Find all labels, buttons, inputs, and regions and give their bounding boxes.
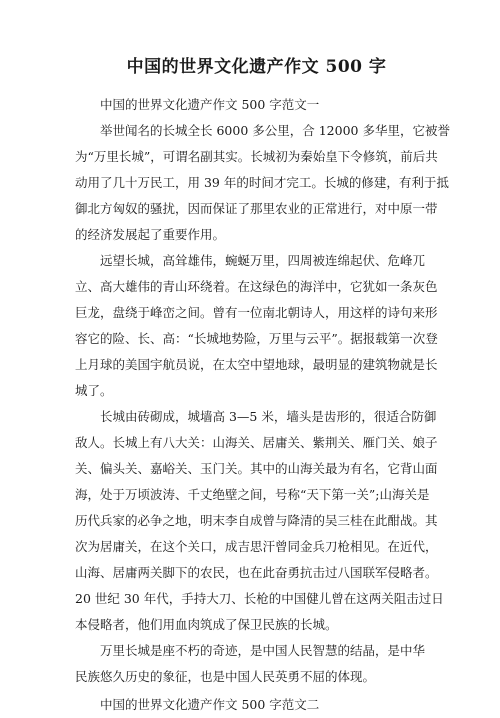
document-title: 中国的世界文化遗产作文 500 字 <box>126 57 387 77</box>
paragraph-line: 万里长城是座不朽的奇迹，是中国人民智慧的结晶，是中华 <box>100 643 426 658</box>
paragraph-line: 为“万里长城”，可谓名副其实。长城初为秦始皇下令修筑，前后共 <box>75 149 438 164</box>
paragraph-line: 历代兵家的必争之地，明末李自成曾与降清的吴三桂在此酣战。其 <box>75 513 438 528</box>
paragraph-line: 的经济发展起了重要作用。 <box>75 227 226 242</box>
paragraph-line: 容它的险、长、高：“长城地势险，万里与云平”。据报载第一次登 <box>75 331 438 346</box>
paragraph-line: 举世闻名的长城全长 6000 多公里，合 12000 多华里，它被誉 <box>100 123 450 138</box>
paragraph-line: 御北方匈奴的骚扰，因而保证了那里农业的正常进行，对中原一带 <box>75 201 438 216</box>
paragraph-line: 长城由砖砌成，城墙高 3—5 米，墙头是齿形的，很适合防御 <box>100 409 437 424</box>
paragraph-line: 本侵略者，他们用血肉筑成了保卫民族的长城。 <box>75 617 338 632</box>
paragraph-line: 立、高大雄伟的青山环绕着。在这绿色的海洋中，它犹如一条灰色 <box>75 279 438 294</box>
paragraph-line: 山海、居庸两关脚下的农民，也在此奋勇抗击过八国联军侵略者。 <box>75 565 438 580</box>
paragraph-line: 上月球的美国宇航员说，在太空中望地球，最明显的建筑物就是长 <box>75 357 438 372</box>
paragraph-line: 敌人。长城上有八大关：山海关、居庸关、紫荆关、雁门关、娘子 <box>75 435 438 450</box>
paragraph-line: 民族悠久历史的象征，也是中国人民英勇不屈的体现。 <box>75 669 376 684</box>
paragraph-line: 海，处于万顷波涛、千丈绝壁之间，号称“天下第一关”;山海关是 <box>75 487 430 502</box>
paragraph-line: 城了。 <box>75 383 113 398</box>
paragraph-line: 20 世纪 30 年代，手持大刀、长枪的中国健儿曾在这两关阻击过日 <box>75 591 444 606</box>
section-heading: 中国的世界文化遗产作文 500 字范文二 <box>100 697 320 712</box>
paragraph-line: 动用了几十万民工，用 39 年的时间才完工。长城的修建，有利于抵 <box>75 175 449 190</box>
paragraph-line: 远望长城，高耸雄伟，蜿蜒万里，四周被连绵起伏、危峰兀 <box>100 253 426 268</box>
section-heading: 中国的世界文化遗产作文 500 字范文一 <box>100 97 320 112</box>
paragraph-line: 次为居庸关，在这个关口，成吉思汗曾同金兵刀枪相见。在近代， <box>75 539 438 554</box>
paragraph-line: 巨龙，盘绕于峰峦之间。曾有一位南北朝诗人，用这样的诗句来形 <box>75 305 438 320</box>
paragraph-line: 关、偏头关、嘉峪关、玉门关。其中的山海关最为有名，它背山面 <box>75 461 438 476</box>
